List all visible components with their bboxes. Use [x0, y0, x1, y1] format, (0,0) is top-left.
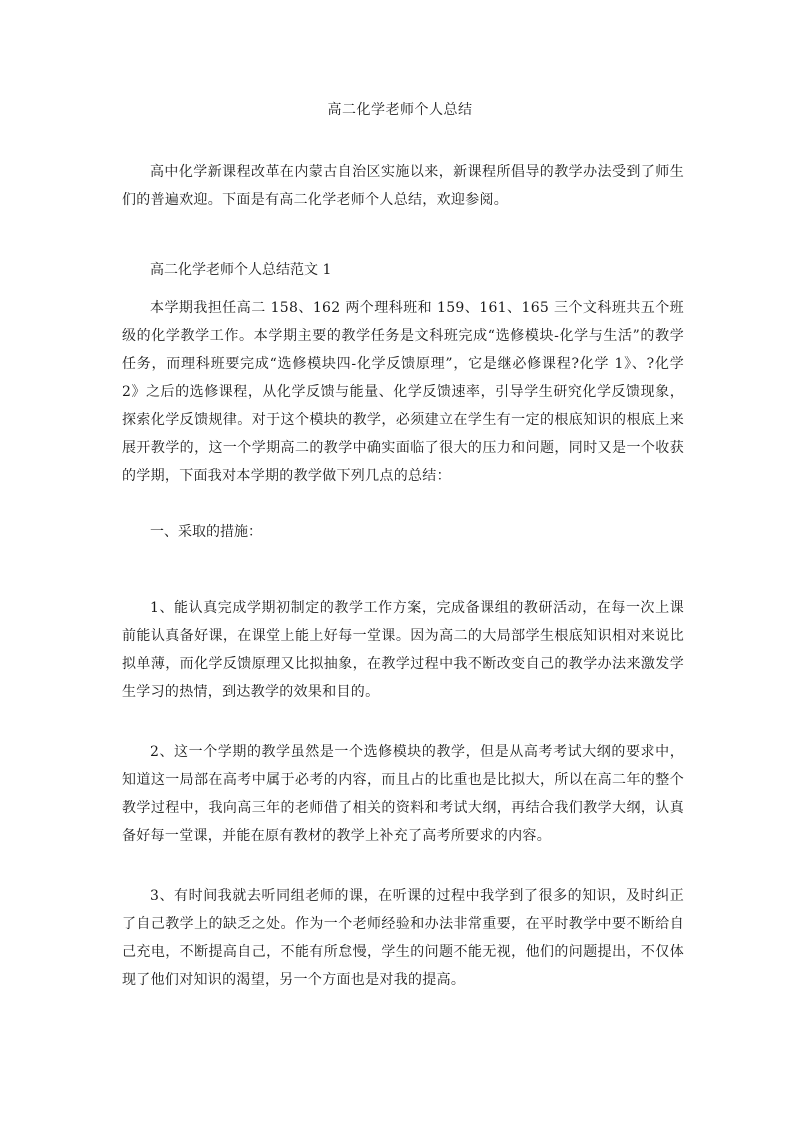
section-title: 高二化学老师个人总结范文 1 [150, 262, 332, 278]
body-paragraph: 本学期我担任高二 158、162 两个理科班和 159、161、165 三个文科班共五个班级的化学教学工作。本学期主要的教学任务是文科班完成“选修模块-化学与生活”的教学任务，而理科班要完成“选修模块四-化学反馈原理”，它是继必修课程?化学 1》、?化学 2》之后的选修课程，从化学反馈与能量、化学反馈速率，引导学生研究化学反馈现象，探索化学反馈规律。对于这个模块的教学，必须建立在学生有一定的根底知识的根底上来展开教学的，这一个学期高二的教学中确实面临了很大的压力和问题，同时又是一个收获的学期，下面我对本学期的教学做下列几点的总结： [122, 300, 684, 484]
page-title: 高二化学老师个人总结 [327, 102, 473, 118]
subheading-measures: 一、采取的措施： [150, 524, 262, 540]
list-item: 3、有时间我就去听同组老师的课，在听课的过程中我学到了很多的知识，及时纠正了自己教学上的缺乏之处。作为一个老师经验和办法非常重要，在平时教学中要不断给自己充电，不断提高自己，不能有所怠慢，学生的问题不能无视，他们的问题提出，不仅体现了他们对知识的渴望，另一个方面也是对我的提高。 [122, 888, 684, 988]
list-item: 2、这一个学期的教学虽然是一个选修模块的教学，但是从高考考试大纲的要求中，知道这一局部在高考中属于必考的内容，而且占的比重也是比拟大，所以在高二年的整个教学过程中，我向高三年的老师借了相关的资料和考试大纲，再结合我们教学大纲，认真备好每一堂课，并能在原有教材的教学上补充了高考所要求的内容。 [122, 744, 684, 844]
intro-paragraph: 高中化学新课程改革在内蒙古自治区实施以来，新课程所倡导的教学办法受到了师生们的普遍欢迎。下面是有高二化学老师个人总结，欢迎参阅。 [122, 164, 684, 208]
list-item: 1、能认真完成学期初制定的教学工作方案，完成备课组的教研活动，在每一次上课前能认真备好课，在课堂上能上好每一堂课。因为高二的大局部学生根底知识相对来说比拟单薄，而化学反馈原理又比拟抽象，在教学过程中我不断改变自己的教学办法来激发学生学习的热情，到达教学的效果和目的。 [122, 600, 684, 700]
